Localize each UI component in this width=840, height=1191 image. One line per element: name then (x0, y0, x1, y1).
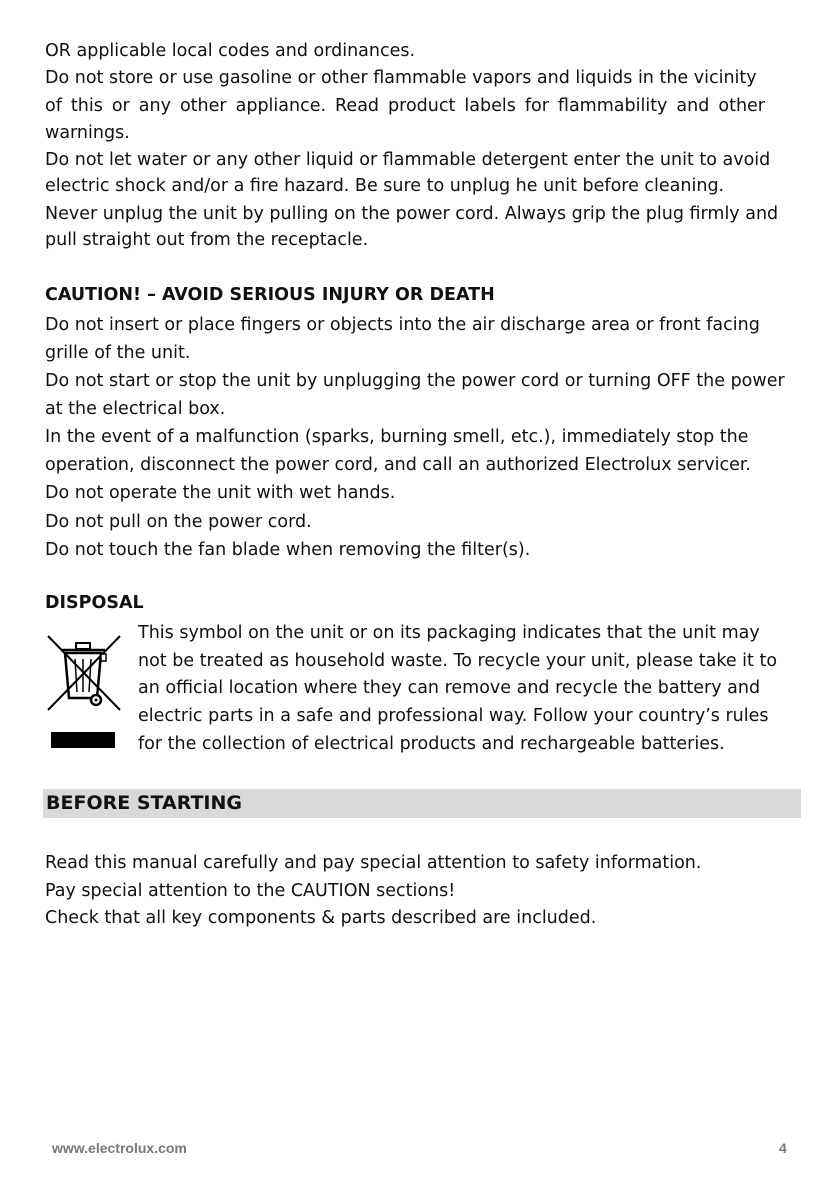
disposal-line: This symbol on the unit or on its packaging indicates that the unit may (138, 623, 760, 643)
intro-line: Never unplug the unit by pulling on the power cord. Always grip the plug firmly and (45, 204, 779, 224)
caution-heading: CAUTION! – AVOID SERIOUS INJURY OR DEATH (45, 285, 495, 305)
crossed-bin-icon (45, 632, 125, 716)
intro-line: warnings. (45, 123, 130, 143)
caution-line: Do not start or stop the unit by unplugging the power cord or turning OFF the power (45, 371, 785, 391)
caution-line: Do not operate the unit with wet hands. (45, 483, 396, 503)
caution-line: In the event of a malfunction (sparks, burning smell, etc.), immediately stop the (45, 427, 749, 447)
disposal-line: electric parts in a safe and professional way. Follow your country’s rules (138, 706, 769, 726)
section-band (43, 789, 801, 818)
caution-line: Do not pull on the power cord. (45, 512, 312, 532)
intro-line: Do not let water or any other liquid or flammable detergent enter the unit to avoid (45, 150, 771, 170)
intro-line: electric shock and/or a fire hazard. Be sure to unplug he unit before cleaning. (45, 176, 725, 196)
before-line: Check that all key components & parts described are included. (45, 908, 597, 928)
intro-line: Do not store or use gasoline or other flammable vapors and liquids in the vicinity (45, 68, 757, 88)
caution-line: Do not touch the fan blade when removing the filter(s). (45, 540, 531, 560)
caution-line: Do not insert or place fingers or objects into the air discharge area or front facing (45, 315, 760, 335)
disposal-heading: DISPOSAL (45, 593, 144, 613)
before-line: Pay special attention to the CAUTION sections! (45, 881, 456, 901)
intro-line: OR applicable local codes and ordinances. (45, 41, 416, 61)
caution-line: operation, disconnect the power cord, and call an authorized Electrolux servicer. (45, 455, 751, 475)
before-line: Read this manual carefully and pay special attention to safety information. (45, 853, 702, 873)
disposal-line: an official location where they can remove and recycle the battery and (138, 678, 761, 698)
caution-line: at the electrical box. (45, 399, 226, 419)
intro-line: pull straight out from the receptacle. (45, 230, 369, 250)
caution-line: grille of the unit. (45, 343, 191, 363)
before-starting-heading: BEFORE STARTING (46, 792, 242, 814)
disposal-line: not be treated as household waste. To recycle your unit, please take it to (138, 651, 778, 671)
separator-bar (51, 732, 115, 748)
footer-url: www.electrolux.com (52, 1140, 187, 1156)
page-number: 4 (779, 1140, 787, 1156)
intro-line: of this or any other appliance. Read product labels for flammability and other (45, 96, 765, 116)
disposal-line: for the collection of electrical products and rechargeable batteries. (138, 734, 725, 754)
